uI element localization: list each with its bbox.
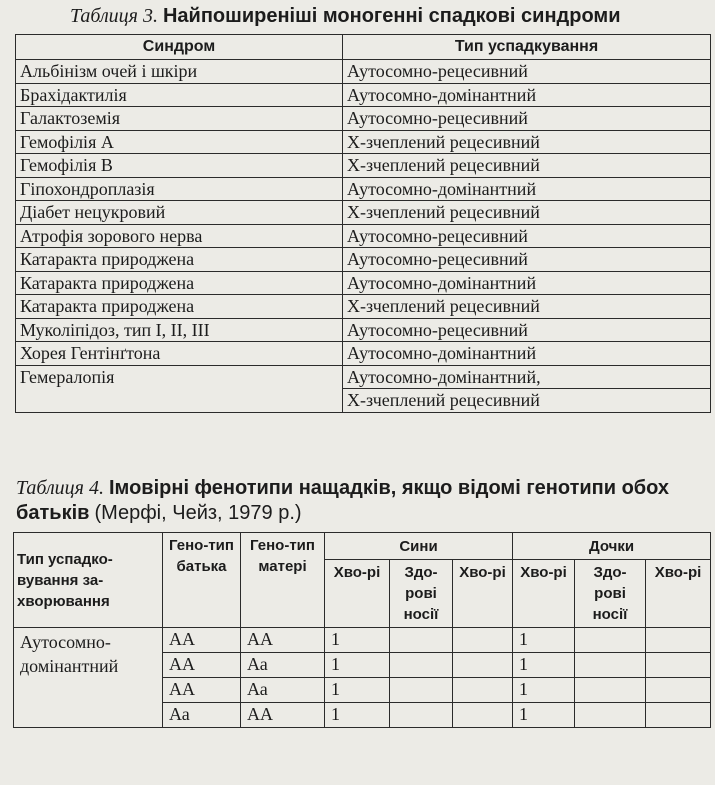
table-row: [16, 83, 711, 107]
inheritance-cell: Аутосомно-рецесивний: [343, 318, 711, 342]
table-row: [16, 107, 711, 131]
table-row: [16, 271, 711, 295]
daughters-sick-cell: 1: [513, 653, 575, 678]
sons-carriers-cell: [390, 703, 453, 728]
inheritance-cell: Аутосомно-домінантний: [343, 83, 711, 107]
daughters-header: Дочки: [513, 533, 711, 560]
inheritance-column-header: Тип успадкування: [343, 35, 711, 60]
inheritance-cell: Аутосомно-домінантний: [343, 271, 711, 295]
table-row: [16, 154, 711, 178]
inheritance-cell: Х-зчеплений рецесивний: [343, 130, 711, 154]
table4-caption: [16, 476, 706, 526]
daughters-sick-header-2: Хво-рі: [646, 560, 711, 628]
daughters-carriers-cell: [575, 628, 646, 653]
inheritance-cell: Аутосомно-рецесивний: [343, 107, 711, 131]
sons-carriers-cell: [390, 678, 453, 703]
daughters-sick-cell: 1: [513, 703, 575, 728]
sons-sick-cell-2: [453, 653, 513, 678]
syndrome-cell: Галактоземія: [16, 107, 343, 131]
mother-genotype-header: Гено-тип матері: [241, 533, 325, 628]
syndrome-cell: Катаракта природжена: [16, 248, 343, 272]
sons-header: Сини: [325, 533, 513, 560]
table-row: [16, 224, 711, 248]
sons-sick-header: Хво-рі: [325, 560, 390, 628]
sons-sick-cell: 1: [325, 628, 390, 653]
daughters-sick-header: Хво-рі: [513, 560, 575, 628]
syndrome-cell: Гемофілія А: [16, 130, 343, 154]
father-genotype-cell: АА: [163, 653, 241, 678]
table-row: [16, 342, 711, 366]
monogenic-syndromes-table: [15, 34, 711, 413]
daughters-sick-cell-2: [646, 678, 711, 703]
table4-title: Імовірні фенотипи нащадків, якщо відомі генотипи обох батьків: [16, 477, 670, 524]
inheritance-cell: Аутосомно-рецесивний: [343, 60, 711, 84]
syndrome-cell: Гемералопія: [16, 365, 343, 412]
sons-carriers-cell: [390, 628, 453, 653]
table-row: [16, 365, 711, 389]
sons-sick-cell: 1: [325, 653, 390, 678]
father-genotype-cell: АА: [163, 678, 241, 703]
sons-sick-cell-2: [453, 628, 513, 653]
daughters-carriers-cell: [575, 653, 646, 678]
syndrome-column-header: Синдром: [16, 35, 343, 60]
table3-caption: [70, 4, 620, 28]
inheritance-cell: Аутосомно-домінантний,: [343, 365, 711, 389]
syndrome-cell: Гемофілія В: [16, 154, 343, 178]
daughters-sick-cell-2: [646, 703, 711, 728]
table-row: [16, 318, 711, 342]
table3-title: Найпоширеніші моногенні спадкові синдроми: [162, 5, 621, 27]
inheritance-cell: Х-зчеплений рецесивний: [343, 295, 711, 319]
offspring-phenotypes-table: [13, 532, 711, 728]
syndrome-cell: Муколіпідоз, тип I, II, III: [16, 318, 343, 342]
syndrome-cell: Діабет нецукровий: [16, 201, 343, 225]
inheritance-cell: Х-зчеплений рецесивний: [343, 154, 711, 178]
syndrome-cell: Хорея Гентінґтона: [16, 342, 343, 366]
table-row: [16, 130, 711, 154]
table-row: [16, 177, 711, 201]
sons-healthy-carriers-header: Здо-рові носії: [390, 560, 453, 628]
daughters-carriers-cell: [575, 678, 646, 703]
inheritance-type-header: Тип успадко-вування за-хворювання: [14, 533, 163, 628]
inheritance-cell: Аутосомно-рецесивний: [343, 248, 711, 272]
syndrome-cell: Катаракта природжена: [16, 271, 343, 295]
table4-header-group-row: [14, 533, 711, 560]
daughters-sick-cell-2: [646, 628, 711, 653]
sons-carriers-cell: [390, 653, 453, 678]
sons-sick-cell-2: [453, 703, 513, 728]
table3-header-row: [16, 35, 711, 60]
inheritance-cell: Х-зчеплений рецесивний: [343, 201, 711, 225]
disease-type-cell: Аутосомно-домінантний: [14, 628, 163, 728]
syndrome-cell: Атрофія зорового нерва: [16, 224, 343, 248]
syndrome-cell: Гіпохондроплазія: [16, 177, 343, 201]
sons-sick-cell: 1: [325, 703, 390, 728]
father-genotype-cell: Аа: [163, 703, 241, 728]
inheritance-cell: Аутосомно-домінантний: [343, 342, 711, 366]
syndrome-cell: Брахідактилія: [16, 83, 343, 107]
table-row: [16, 60, 711, 84]
inheritance-cell: Х-зчеплений рецесивний: [343, 389, 711, 413]
syndrome-cell: Альбінізм очей і шкіри: [16, 60, 343, 84]
mother-genotype-cell: АА: [241, 628, 325, 653]
daughters-sick-cell-2: [646, 653, 711, 678]
table-row: [16, 201, 711, 225]
daughters-sick-cell: 1: [513, 628, 575, 653]
table-row: [16, 248, 711, 272]
mother-genotype-cell: Аа: [241, 678, 325, 703]
daughters-sick-cell: 1: [513, 678, 575, 703]
table-row: [14, 628, 711, 653]
father-genotype-header: Гено-тип батька: [163, 533, 241, 628]
table-row: [16, 295, 711, 319]
sons-sick-cell: 1: [325, 678, 390, 703]
sons-sick-cell-2: [453, 678, 513, 703]
table4-source-note: (Мерфі, Чейз, 1979 р.): [94, 502, 302, 524]
table4-label: Таблиця 4.: [16, 477, 104, 499]
daughters-carriers-cell: [575, 703, 646, 728]
sons-sick-header-2: Хво-рі: [453, 560, 513, 628]
mother-genotype-cell: Аа: [241, 653, 325, 678]
inheritance-cell: Аутосомно-домінантний: [343, 177, 711, 201]
mother-genotype-cell: АА: [241, 703, 325, 728]
father-genotype-cell: АА: [163, 628, 241, 653]
daughters-healthy-carriers-header: Здо-рові носії: [575, 560, 646, 628]
inheritance-cell: Аутосомно-рецесивний: [343, 224, 711, 248]
table3-label: Таблиця 3.: [70, 5, 158, 27]
syndrome-cell: Катаракта природжена: [16, 295, 343, 319]
